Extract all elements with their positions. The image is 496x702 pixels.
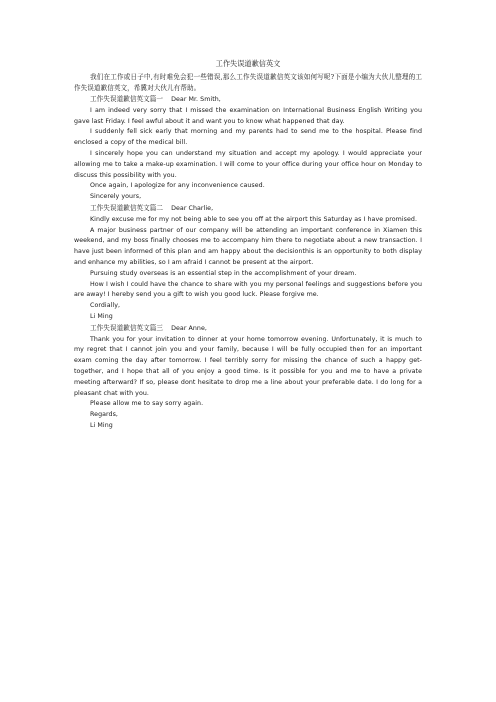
letter1-paragraph: I suddenly fell sick early that morning and my parents had to send me to the hospital. Please find enclosed a copy of the medical bill.: [74, 128, 422, 147]
document-title: 工作失误道歉信英文: [215, 59, 281, 68]
letter2-salutation: Dear Charlie,: [171, 204, 214, 212]
letter1-salutation: Dear Mr. Smith,: [171, 96, 221, 103]
letter2-signature: Li Ming: [90, 312, 113, 320]
document-body: [74, 58, 422, 432]
letter1-paragraph: I am indeed very sorry that I missed the examination on International Business English Writing you gave last Friday. I feel awful about it and want you to know what happened that day.: [74, 106, 422, 125]
letter2-heading: 工作失误道歉信英文篇二: [90, 203, 164, 212]
letter3-paragraph: Thank you for your invitation to dinner at your home tomorrow evening. Unfortunately, it is much to my regret that I cannot join you and your family, because I will be fully occupied then for an important exam coming the day after tomorrow. I feel terribly sorry for missing the chance of such a happy get-together, and I hope that all of you enjoy a good time. Is it possible for you and me to have a private meeting afterward? If so, please dont hesitate to drop me a line about your preferable date. I do long for a pleasant chat with you.: [74, 335, 422, 397]
intro-paragraph: 我们在工作或日子中,有时难免会犯一些错误,那么工作失误道歉信英文该如何写呢?下面是小编为大伙儿整理的工作失误道歉信英文，希冀对大伙儿有帮助。: [74, 73, 422, 92]
letter1-heading: 工作失误道歉信英文篇一: [90, 95, 164, 103]
letter1-paragraph: I sincerely hope you can understand my situation and accept my apology. I would appreciate your allowing me to take a make-up examination. I will come to your office during your office hour on Monday to discuss this possibility with you.: [74, 149, 422, 179]
letter2-closing: Cordially,: [90, 302, 121, 310]
letter3-paragraph: Please allow me to say sorry again.: [90, 400, 204, 408]
letter1-closing: Sincerely yours,: [90, 193, 142, 201]
letter3-heading: 工作失误道歉信英文篇三: [90, 323, 164, 332]
letter1-paragraph: Once again, I apologize for any inconvenience caused.: [90, 182, 265, 190]
letter2-paragraph: Kindly excuse me for my not being able to see you off at the airport this Saturday as I have promised.: [90, 215, 418, 223]
letter3-heading-line: [74, 323, 422, 335]
letter1-heading-line: [74, 94, 422, 106]
letter3-signature: Li Ming: [90, 421, 113, 429]
letter2-paragraph: How I wish I could have the chance to share with you my personal feelings and suggestions before you are away! I hereby send you a gift to wish you good luck. Please forgive me.: [74, 280, 422, 299]
letter3-salutation: Dear Anne,: [171, 324, 207, 332]
letter2-paragraph: A major business partner of our company will be attending an important conference in Xiamen this weekend, and my boss finally chooses me to accompany him there to negotiate about a new transaction. I have just been informed of this plan and am happy about the decisionthis is an opportunity to both display and enhance my abilities, so I am afraid I cannot be present at the airport.: [74, 226, 422, 266]
letter2-heading-line: [74, 203, 422, 215]
letter3-closing: Regards,: [90, 411, 118, 419]
letter2-paragraph: Pursuing study overseas is an essential step in the accomplishment of your dream.: [90, 269, 357, 277]
